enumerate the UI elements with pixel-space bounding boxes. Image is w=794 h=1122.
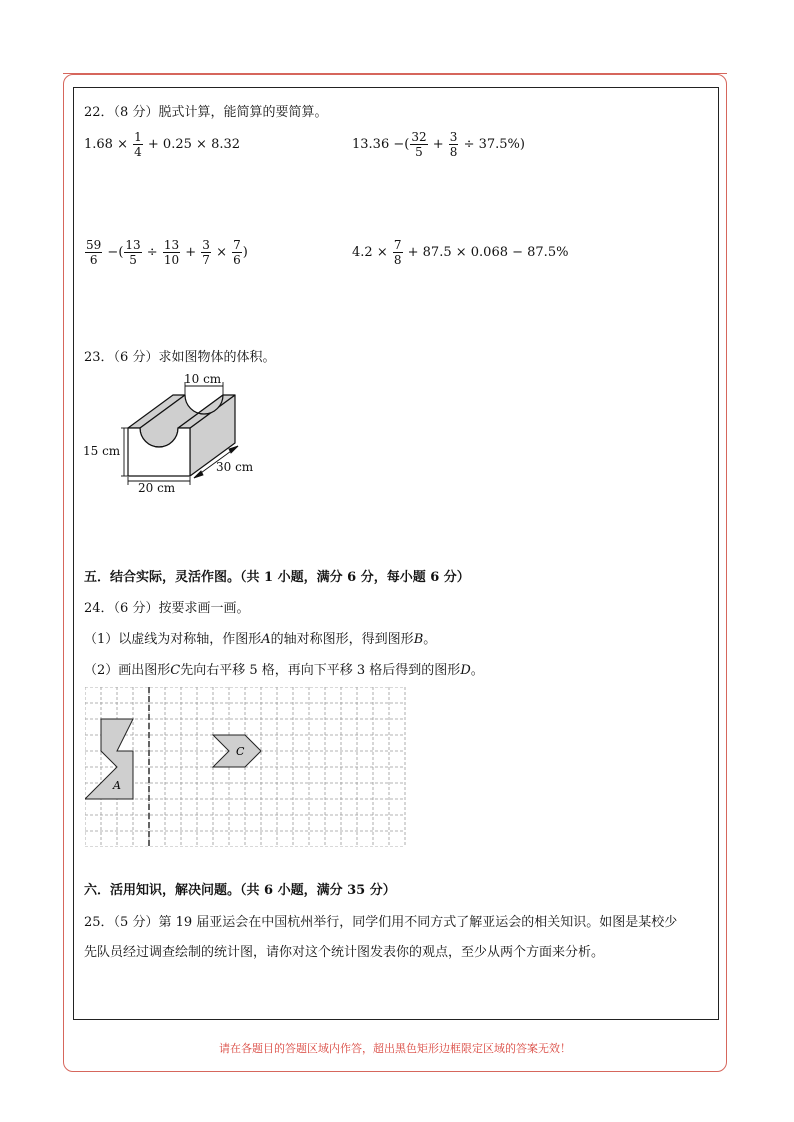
grid-figure xyxy=(85,687,407,847)
term: ÷ 37.5%) xyxy=(463,137,525,152)
q24-part-2: （2）画出图形C先向右平移 5 格，再向下平移 3 格后得到的图形D。 xyxy=(84,663,484,678)
term: + 87.5 × 0.068 − 87.5% xyxy=(407,245,569,260)
q22-expression-4: 4.2 × $\frac{7}{8}$ + 87.5 × 0.068 − 87.5% xyxy=(352,238,569,267)
term: 4.2 xyxy=(352,245,373,260)
term: 1.68 xyxy=(84,137,113,152)
term: + 0.25 xyxy=(147,137,192,152)
fraction: $\frac{3}{7}$ xyxy=(202,238,210,267)
q23-title: 23．（6 分）求如图物体的体积。 xyxy=(84,350,276,365)
q22-expression-1: 1.68 × $\frac{1}{4}$ + 0.25 × 8.32 xyxy=(84,130,241,159)
fraction: $\frac{7}{8}$ xyxy=(393,238,402,267)
section-5-heading: 五．结合实际，灵活作图。（共 1 小题，满分 6 分，每小题 6 分） xyxy=(84,570,470,585)
fraction: $\frac{13}{10}$ xyxy=(163,238,180,267)
shape-c-label: C xyxy=(236,745,245,758)
fraction: $\frac{59}{6}$ xyxy=(86,238,102,267)
footer-warning: 请在各题目的答题区域内作答，超出黑色矩形边框限定区域的答案无效！ xyxy=(219,1042,571,1055)
shape-a xyxy=(85,719,133,799)
q22-title: 22．（8 分）脱式计算，能简算的要简算。 xyxy=(84,105,328,120)
shape-a-label: A xyxy=(113,779,121,792)
fraction: $\frac{13}{5}$ xyxy=(125,238,141,267)
fraction: $\frac{7}{6}$ xyxy=(233,238,241,267)
solid-figure xyxy=(80,368,280,498)
label-top: 10 cm xyxy=(184,372,222,386)
q25-line-1: 25．（5 分）第 19 届亚运会在中国杭州举行，同学们用不同方式了解亚运会的相关知识。如图是某校少 xyxy=(84,915,678,930)
q24-title: 24．（6 分）按要求画一画。 xyxy=(84,601,250,616)
fraction: $\frac{3}{8}$ xyxy=(449,130,458,159)
term: 8.32 xyxy=(211,137,241,152)
q22-expression-3: $\frac{59}{6}$ −( $\frac{13}{5}$ ÷ $\frac{13}{10}$ + $\frac{3}{7}$ × $\frac{7}{6}$ ) xyxy=(86,238,248,267)
label-left: 15 cm xyxy=(83,444,121,458)
section-6-heading: 六．活用知识，解决问题。（共 6 小题，满分 35 分） xyxy=(84,883,396,898)
label-bottom: 20 cm xyxy=(138,481,176,495)
q24-part-1: （1）以虚线为对称轴，作图形A的轴对称图形，得到图形B。 xyxy=(84,632,437,647)
label-right: 30 cm xyxy=(216,460,254,474)
q25-line-2: 先队员经过调查绘制的统计图，请你对这个统计图发表你的观点，至少从两个方面来分析。 xyxy=(84,945,605,960)
q22-expression-2: 13.36 −( $\frac{32}{5}$ + $\frac{3}{8}$ ÷ 37.5%) xyxy=(352,130,525,159)
term: 13.36 −( xyxy=(352,137,410,152)
fraction: $\frac{1}{4}$ xyxy=(134,130,142,159)
fraction: $\frac{32}{5}$ xyxy=(411,130,427,159)
